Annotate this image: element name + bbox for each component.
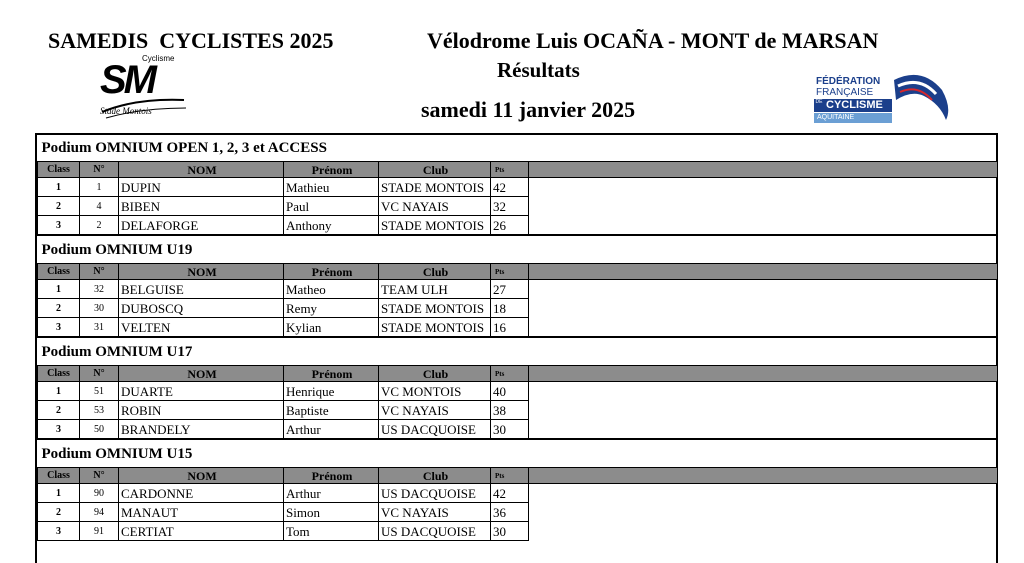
- logo-stade-label: Stade Montois: [100, 106, 152, 116]
- cell-prenom: Remy: [284, 299, 379, 318]
- cell-club: US DACQUOISE: [379, 420, 491, 440]
- table-row: [38, 420, 997, 440]
- results-subtitle: Résultats: [497, 58, 580, 82]
- table-row: [38, 503, 997, 522]
- header-filler: [529, 366, 997, 382]
- cell-num: 94: [80, 503, 119, 522]
- cell-club: VC NAYAIS: [379, 197, 491, 216]
- cell-class: 1: [38, 280, 80, 299]
- venue-title: Vélodrome Luis OCAÑA - MONT de MARSAN: [427, 28, 879, 53]
- row-filler: [529, 522, 997, 541]
- cell-pts: 32: [491, 197, 529, 216]
- section-title: Podium OMNIUM U17: [38, 337, 997, 366]
- cell-pts: 30: [491, 522, 529, 541]
- logo-cyclisme-label: Cyclisme: [142, 54, 175, 63]
- cell-num: 91: [80, 522, 119, 541]
- section-title: Podium OMNIUM U19: [38, 235, 997, 264]
- cell-num: 30: [80, 299, 119, 318]
- cell-class: 1: [38, 178, 80, 197]
- cell-num: 32: [80, 280, 119, 299]
- cell-nom: VELTEN: [119, 318, 284, 338]
- ffc-line2: FRANÇAISE: [816, 87, 874, 98]
- cell-club: US DACQUOISE: [379, 484, 491, 503]
- ffc-de: DE: [815, 99, 823, 105]
- cell-club: VC NAYAIS: [379, 503, 491, 522]
- stade-montois-logo: [96, 54, 192, 124]
- cell-club: STADE MONTOIS: [379, 178, 491, 197]
- header-club: Club: [379, 162, 491, 178]
- table-row: [38, 318, 997, 338]
- cell-nom: DUBOSCQ: [119, 299, 284, 318]
- cell-class: 3: [38, 420, 80, 440]
- header-num: N°: [80, 264, 119, 280]
- cell-pts: 26: [491, 216, 529, 236]
- header-filler: [529, 162, 997, 178]
- header-club: Club: [379, 468, 491, 484]
- table-row: [38, 178, 997, 197]
- table-row: [38, 484, 997, 503]
- cell-num: 53: [80, 401, 119, 420]
- cell-club: TEAM ULH: [379, 280, 491, 299]
- cell-class: 2: [38, 299, 80, 318]
- row-filler: [529, 197, 997, 216]
- cell-club: STADE MONTOIS: [379, 318, 491, 338]
- cell-nom: ROBIN: [119, 401, 284, 420]
- logo-sm-letters: SM: [100, 58, 154, 102]
- cell-prenom: Henrique: [284, 382, 379, 401]
- cell-class: 3: [38, 522, 80, 541]
- cell-nom: DUPIN: [119, 178, 284, 197]
- header-pts: Pts: [491, 264, 529, 280]
- table-row: [38, 401, 997, 420]
- header-num: N°: [80, 468, 119, 484]
- cell-class: 1: [38, 484, 80, 503]
- cell-pts: 40: [491, 382, 529, 401]
- header-class: Class: [38, 468, 80, 484]
- ffc-line1: FÉDÉRATION: [816, 76, 881, 87]
- cell-class: 2: [38, 197, 80, 216]
- cell-nom: BIBEN: [119, 197, 284, 216]
- header-prenom: Prénom: [284, 366, 379, 382]
- cell-club: STADE MONTOIS: [379, 216, 491, 236]
- cell-prenom: Simon: [284, 503, 379, 522]
- cell-pts: 18: [491, 299, 529, 318]
- ffc-line4: AQUITAINE: [814, 113, 892, 123]
- header-prenom: Prénom: [284, 162, 379, 178]
- cell-num: 51: [80, 382, 119, 401]
- header-class: Class: [38, 162, 80, 178]
- results-frame: [35, 133, 998, 563]
- header-club: Club: [379, 264, 491, 280]
- header-pts: Pts: [491, 162, 529, 178]
- row-filler: [529, 299, 997, 318]
- header-nom: NOM: [119, 468, 284, 484]
- cell-num: 31: [80, 318, 119, 338]
- cell-club: VC NAYAIS: [379, 401, 491, 420]
- header-num: N°: [80, 162, 119, 178]
- row-filler: [529, 216, 997, 236]
- cell-pts: 42: [491, 178, 529, 197]
- cell-prenom: Arthur: [284, 420, 379, 440]
- cell-class: 3: [38, 318, 80, 338]
- cell-class: 3: [38, 216, 80, 236]
- cell-pts: 38: [491, 401, 529, 420]
- event-title: SAMEDIS CYCLISTES 2025: [48, 28, 334, 53]
- header-nom: NOM: [119, 366, 284, 382]
- cell-pts: 16: [491, 318, 529, 338]
- ffc-line3: CYCLISME: [826, 99, 883, 111]
- section-title: Podium OMNIUM U15: [38, 439, 997, 468]
- header-prenom: Prénom: [284, 264, 379, 280]
- column-header-row: [38, 366, 997, 382]
- table-row: [38, 522, 997, 541]
- section-title-row: [38, 337, 997, 366]
- cell-pts: 36: [491, 503, 529, 522]
- row-filler: [529, 484, 997, 503]
- cell-prenom: Anthony: [284, 216, 379, 236]
- cell-prenom: Matheo: [284, 280, 379, 299]
- cell-nom: BELGUISE: [119, 280, 284, 299]
- table-row: [38, 299, 997, 318]
- cell-pts: 27: [491, 280, 529, 299]
- cell-club: STADE MONTOIS: [379, 299, 491, 318]
- row-filler: [529, 420, 997, 440]
- cell-num: 1: [80, 178, 119, 197]
- cell-club: US DACQUOISE: [379, 522, 491, 541]
- header-filler: [529, 468, 997, 484]
- event-date: samedi 11 janvier 2025: [421, 97, 636, 122]
- cell-prenom: Kylian: [284, 318, 379, 338]
- cell-class: 1: [38, 382, 80, 401]
- cell-class: 2: [38, 503, 80, 522]
- column-header-row: [38, 468, 997, 484]
- row-filler: [529, 318, 997, 338]
- row-filler: [529, 178, 997, 197]
- header-class: Class: [38, 366, 80, 382]
- cell-pts: 30: [491, 420, 529, 440]
- section-title-row: [38, 135, 997, 162]
- cell-prenom: Arthur: [284, 484, 379, 503]
- cell-pts: 42: [491, 484, 529, 503]
- ffc-logo: [812, 70, 952, 126]
- cell-class: 2: [38, 401, 80, 420]
- cell-prenom: Baptiste: [284, 401, 379, 420]
- row-filler: [529, 280, 997, 299]
- table-row: [38, 280, 997, 299]
- cell-num: 2: [80, 216, 119, 236]
- cell-num: 90: [80, 484, 119, 503]
- table-row: [38, 216, 997, 236]
- row-filler: [529, 401, 997, 420]
- section-title: Podium OMNIUM OPEN 1, 2, 3 et ACCESS: [41, 140, 327, 156]
- table-row: [38, 197, 997, 216]
- cell-prenom: Paul: [284, 197, 379, 216]
- cell-num: 4: [80, 197, 119, 216]
- cell-nom: CERTIAT: [119, 522, 284, 541]
- header-nom: NOM: [119, 264, 284, 280]
- header-class: Class: [38, 264, 80, 280]
- cell-nom: DELAFORGE: [119, 216, 284, 236]
- cell-nom: DUARTE: [119, 382, 284, 401]
- cell-nom: MANAUT: [119, 503, 284, 522]
- header-pts: Pts: [491, 366, 529, 382]
- row-filler: [529, 503, 997, 522]
- section-title-row: [38, 439, 997, 468]
- cell-club: VC MONTOIS: [379, 382, 491, 401]
- header-num: N°: [80, 366, 119, 382]
- header-filler: [529, 264, 997, 280]
- header-prenom: Prénom: [284, 468, 379, 484]
- column-header-row: [38, 162, 997, 178]
- table-row: [38, 382, 997, 401]
- column-header-row: [38, 264, 997, 280]
- header-club: Club: [379, 366, 491, 382]
- row-filler: [529, 382, 997, 401]
- cell-nom: CARDONNE: [119, 484, 284, 503]
- results-table: [37, 135, 997, 541]
- cell-num: 50: [80, 420, 119, 440]
- header-pts: Pts: [491, 468, 529, 484]
- cell-prenom: Mathieu: [284, 178, 379, 197]
- cell-prenom: Tom: [284, 522, 379, 541]
- section-title-row: [38, 235, 997, 264]
- cell-nom: BRANDELY: [119, 420, 284, 440]
- header-nom: NOM: [119, 162, 284, 178]
